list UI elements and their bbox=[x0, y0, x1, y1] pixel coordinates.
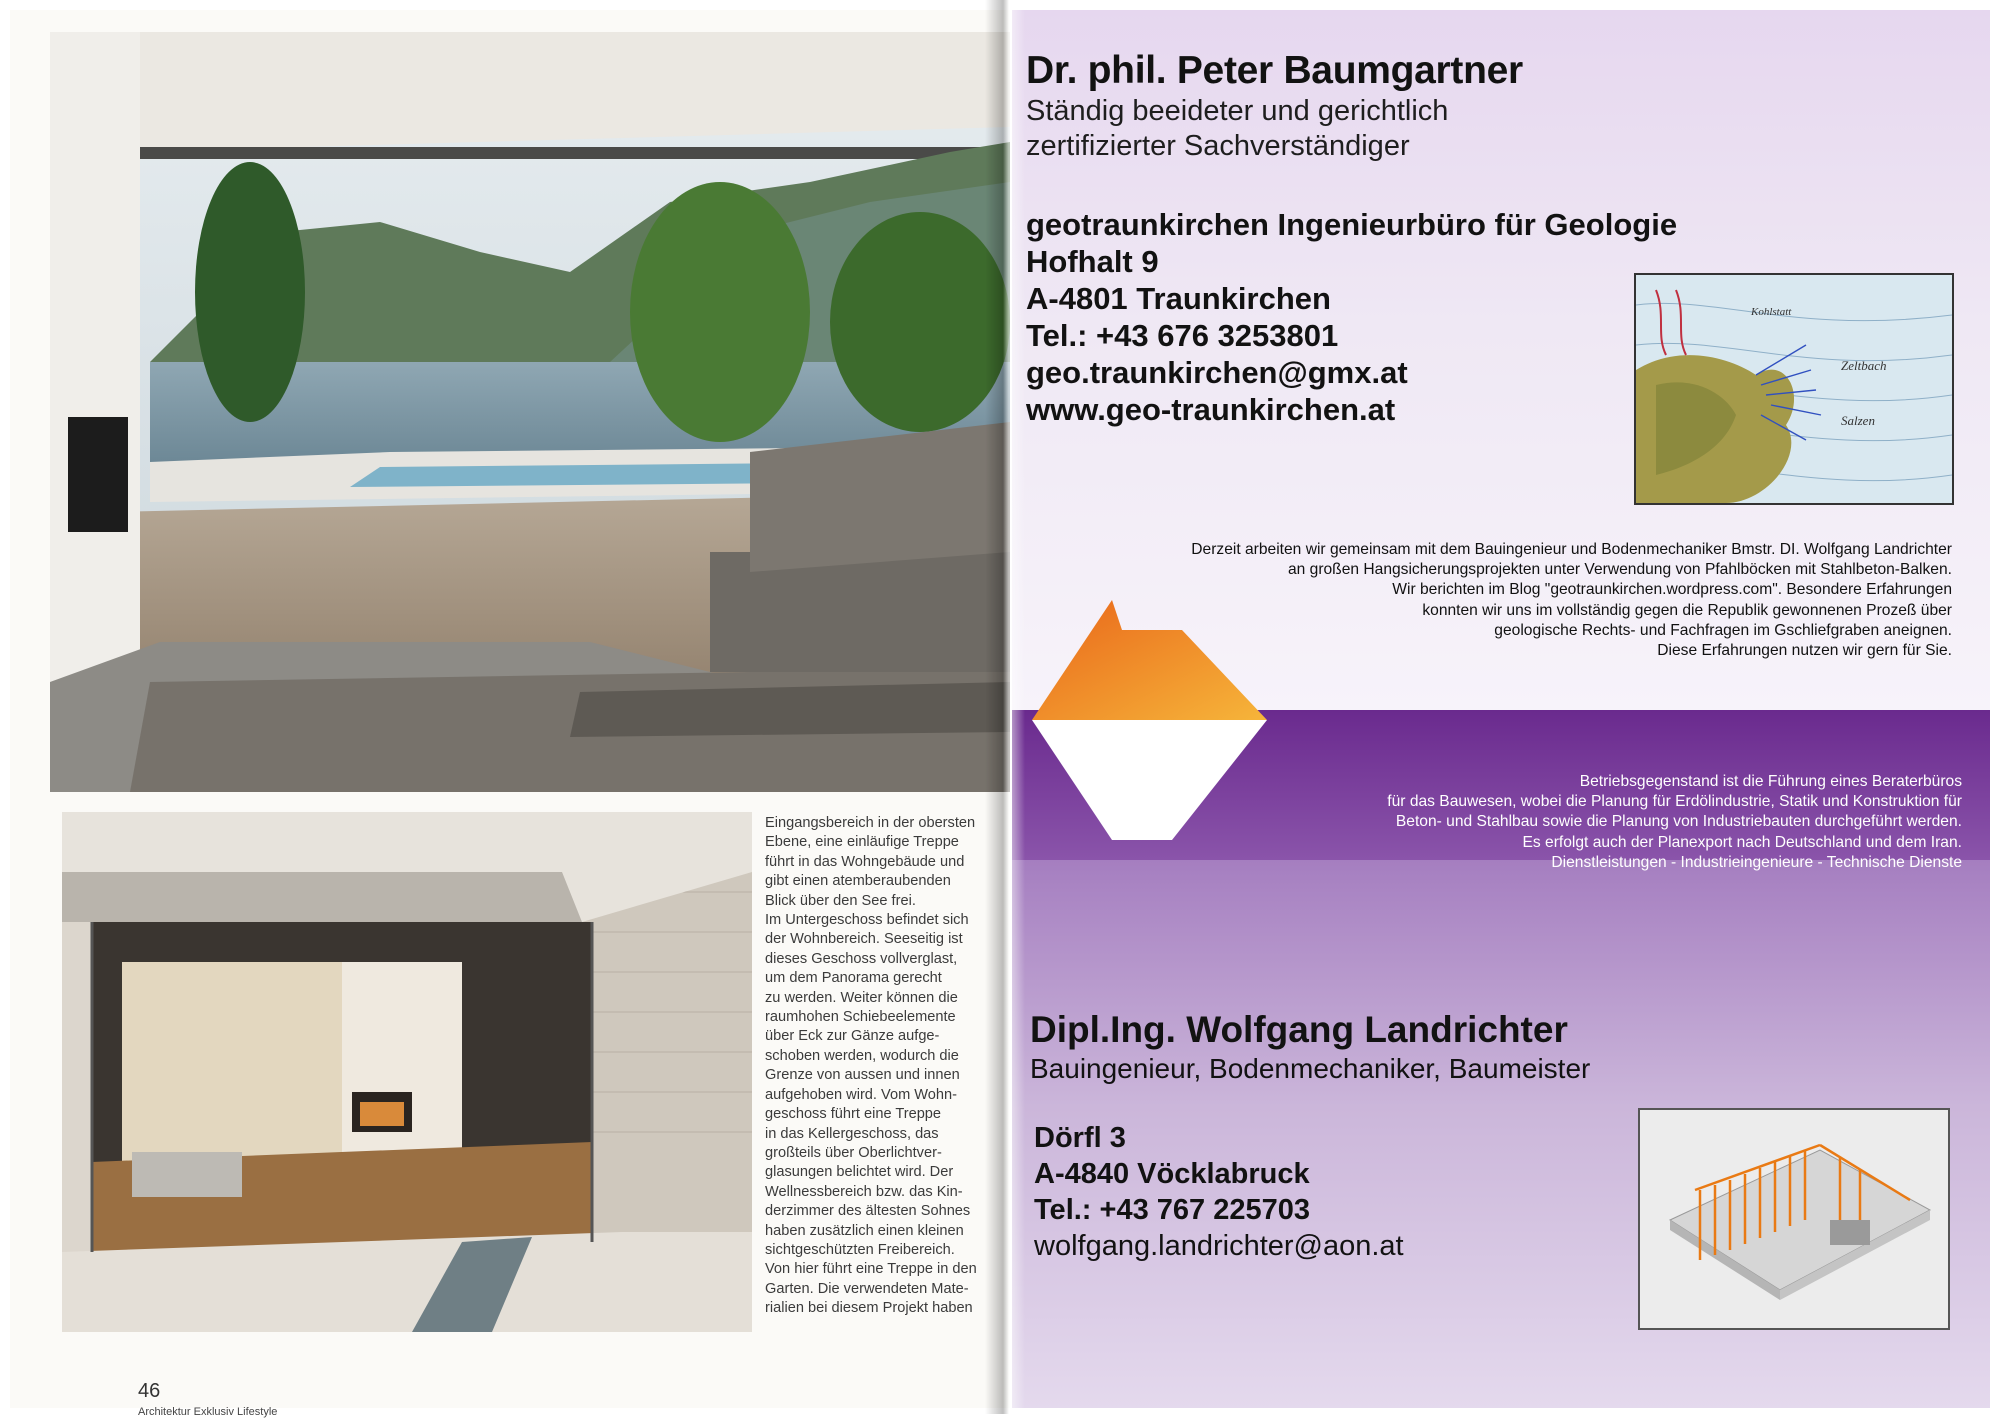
body-text-line: großteils über Oberlichtver- bbox=[765, 1144, 942, 1161]
paragraph-line: Dienstleistungen - Industrieingenieure - Technische Dienste bbox=[1551, 853, 1962, 871]
body-text-line: rialien bei diesem Projekt haben bbox=[765, 1300, 973, 1317]
body-text-line: um dem Panorama gerecht bbox=[765, 970, 942, 987]
cooperation-paragraph bbox=[1092, 540, 1952, 661]
geological-map-image bbox=[1634, 273, 1954, 505]
article-body-text bbox=[765, 814, 995, 1319]
body-text-line: Garten. Die verwendeten Mate- bbox=[765, 1280, 969, 1297]
paragraph-line: Es erfolgt auch der Planexport nach Deutschland und dem Iran. bbox=[1522, 833, 1962, 851]
landrichter-name: Dipl.Ing. Wolfgang Landrichter bbox=[1030, 1009, 1568, 1050]
left-page bbox=[10, 10, 1010, 1418]
landrichter-phone: Tel.: +43 767 225703 bbox=[1034, 1194, 1310, 1226]
body-text-line: über Eck zur Gänze aufge- bbox=[765, 1028, 940, 1045]
structural-model-image bbox=[1638, 1108, 1950, 1330]
website-link[interactable]: www.geo-traunkirchen.at bbox=[1026, 392, 1396, 427]
body-text-line: Grenze von aussen und innen bbox=[765, 1067, 960, 1084]
baumgartner-title-line2: zertifizierter Sachverständiger bbox=[1026, 130, 1410, 162]
landrichter-contact bbox=[1034, 1120, 1404, 1264]
body-text-line: dieses Geschoss vollverglast, bbox=[765, 950, 958, 967]
paragraph-line: Diese Erfahrungen nutzen wir gern für Sie. bbox=[1657, 642, 1952, 660]
body-text-line: Blick über den See frei. bbox=[765, 892, 916, 909]
landrichter-block bbox=[1030, 1008, 1590, 1086]
paragraph-line: konnten wir uns im vollständig gegen die Republik gewonnenen Prozeß über bbox=[1422, 601, 1952, 619]
body-text-line: der Wohnbereich. Seeseitig ist bbox=[765, 931, 963, 948]
body-text-line: derzimmer des ältesten Sohnes bbox=[765, 1203, 971, 1220]
email-link[interactable]: geo.traunkirchen@gmx.at bbox=[1026, 355, 1408, 390]
body-text-line: geschoss führt eine Treppe bbox=[765, 1106, 942, 1123]
paragraph-line: an großen Hangsicherungsprojekten unter Verwendung von Pfahlböcken mit Stahlbeton-Balken. bbox=[1287, 561, 1952, 579]
page-number: 46 bbox=[138, 1380, 161, 1402]
paragraph-line: Betriebsgegenstand ist die Führung eines Beraterbüros bbox=[1579, 773, 1962, 790]
body-text-line: gibt einen atemberaubenden bbox=[765, 873, 951, 890]
street-address: Hofhalt 9 bbox=[1026, 244, 1159, 279]
body-text-line: in das Kellergeschoss, das bbox=[765, 1125, 939, 1142]
paragraph-line: Beton- und Stahlbau sowie die Planung von Industriebauten durchgeführt werden. bbox=[1395, 813, 1962, 831]
landrichter-email[interactable]: wolfgang.landrichter@aon.at bbox=[1034, 1230, 1404, 1262]
body-text-line: schoben werden, wodurch die bbox=[765, 1047, 959, 1064]
body-text-line: raumhohen Schiebeelemente bbox=[765, 1009, 956, 1026]
map-label-kohlstatt: Kohlstatt bbox=[1751, 306, 1792, 318]
body-text-line: Eingangsbereich in der obersten bbox=[765, 815, 976, 831]
landrichter-subtitle: Bauingenieur, Bodenmechaniker, Baumeister bbox=[1030, 1053, 1591, 1084]
living-room-lake-photo bbox=[50, 32, 1010, 792]
house-interior-exterior-photo bbox=[62, 812, 752, 1332]
map-label-salzen: Salzen bbox=[1841, 413, 1875, 428]
body-text-line: zu werden. Weiter können die bbox=[765, 989, 958, 1006]
paragraph-line: Wir berichten im Blog "geotraunkirchen.wordpress.com". Besondere Erfahrungen bbox=[1392, 581, 1952, 599]
paragraph-line: Derzeit arbeiten wir gemeinsam mit dem Bauingenieur und Bodenmechaniker Bmstr. DI. Wolfgang Landrichter bbox=[1191, 541, 1952, 558]
body-text-line: Wellnessbereich bzw. das Kin- bbox=[765, 1183, 963, 1200]
city-address: A-4801 Traunkirchen bbox=[1026, 281, 1331, 316]
body-text-line: sichtgeschützten Freibereich. bbox=[765, 1241, 955, 1258]
map-label-zeltbach: Zeltbach bbox=[1841, 358, 1887, 373]
baumgartner-block bbox=[1026, 48, 1523, 164]
body-text-line: glasungen belichtet wird. Der bbox=[765, 1164, 954, 1181]
paragraph-line: geologische Rechts- und Fachfragen im Gschliefgraben aneignen. bbox=[1494, 621, 1952, 639]
baumgartner-title-line1: Ständig beeideter und gerichtlich bbox=[1026, 95, 1449, 127]
right-page-advertisement bbox=[1012, 10, 1990, 1408]
body-text-line: Im Untergeschoss befindet sich bbox=[765, 912, 969, 929]
body-text-line: haben zusätzlich einen kleinen bbox=[765, 1222, 964, 1239]
landrichter-city: A-4840 Vöcklabruck bbox=[1034, 1158, 1310, 1190]
landrichter-street: Dörfl 3 bbox=[1034, 1122, 1126, 1154]
body-text-line: führt in das Wohngebäude und bbox=[765, 853, 965, 870]
body-text-line: Von hier führt eine Treppe in den bbox=[765, 1261, 977, 1278]
geotraunkirchen-contact bbox=[1026, 206, 1677, 428]
body-text-line: aufgehoben wird. Vom Wohn- bbox=[765, 1086, 957, 1103]
body-text-line: Ebene, eine einläufige Treppe bbox=[765, 834, 959, 851]
paragraph-line: für das Bauwesen, wobei die Planung für Erdölindustrie, Statik und Konstruktion für bbox=[1387, 793, 1962, 811]
firm-name: geotraunkirchen Ingenieurbüro für Geologie bbox=[1026, 207, 1678, 242]
business-purpose-paragraph bbox=[1232, 772, 1962, 873]
magazine-title: Architektur Exklusiv Lifestyle bbox=[138, 1406, 278, 1418]
phone-number: Tel.: +43 676 3253801 bbox=[1026, 318, 1339, 353]
baumgartner-name: Dr. phil. Peter Baumgartner bbox=[1026, 49, 1523, 92]
